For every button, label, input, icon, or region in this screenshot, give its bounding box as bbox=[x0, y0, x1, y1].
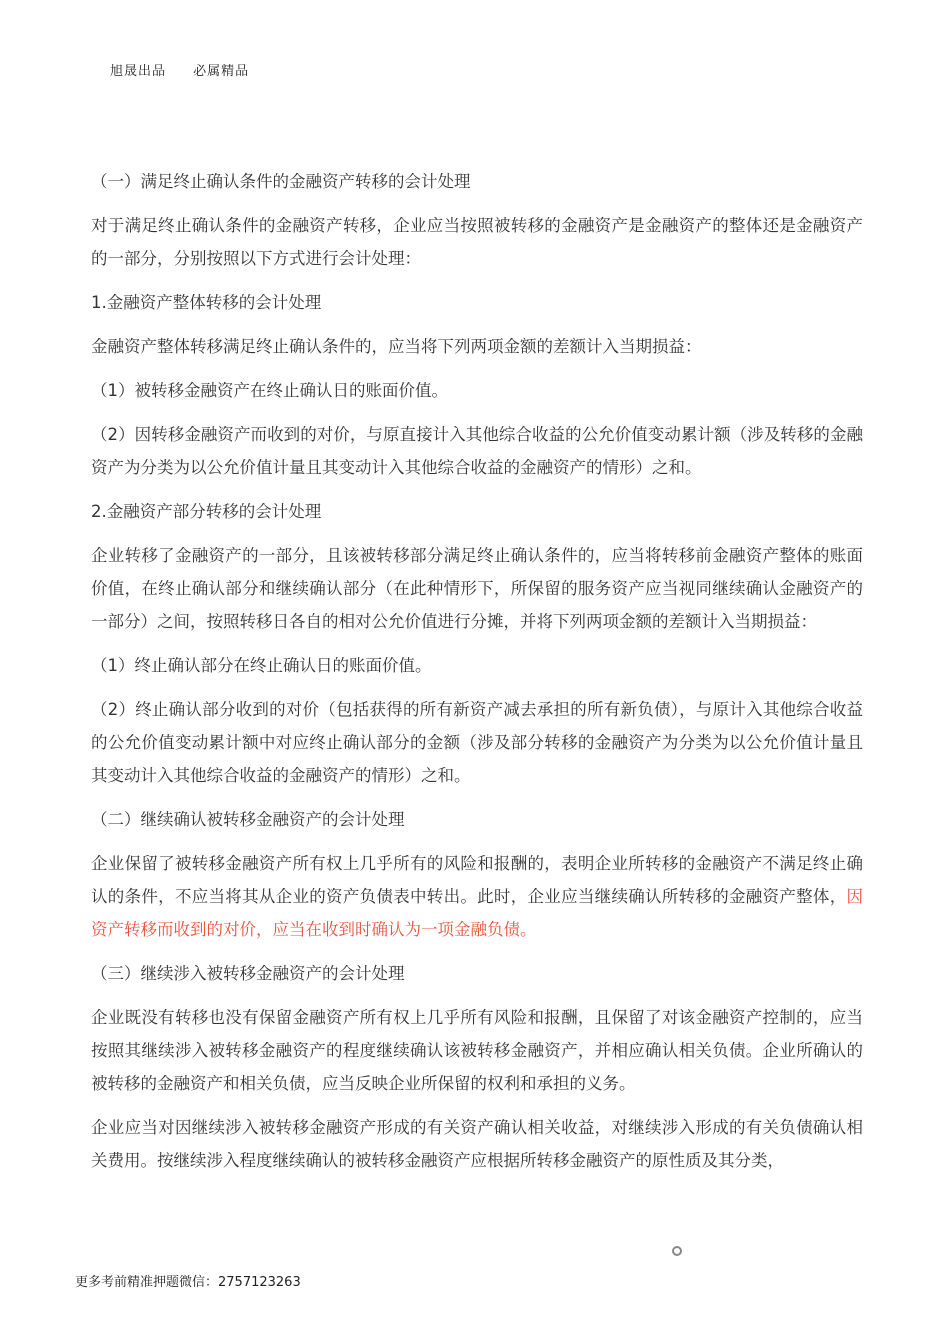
decorative-circle-mark bbox=[672, 1246, 682, 1256]
paragraph: 企业既没有转移也没有保留金融资产所有权上几乎所有风险和报酬，且保留了对该金融资产控制的，应当按照其继续涉入被转移金融资产的程度继续确认该被转移金融资产，并相应确认相关负债。企业所确认的被转移的金融资产和相关负债，应当反映企业所保留的权利和承担的义务。 bbox=[91, 1008, 863, 1093]
page-footer: 更多考前精准押题微信：2757123263 bbox=[75, 1275, 301, 1290]
header-right-text: 必属精品 bbox=[193, 64, 250, 79]
section-heading-2: （二）继续确认被转移金融资产的会计处理 bbox=[91, 810, 405, 829]
list-item: （1）终止确认部分在终止确认日的账面价值。 bbox=[91, 656, 432, 675]
list-item: （2）因转移金融资产而收到的对价，与原直接计入其他综合收益的公允价值变动累计额（涉及转移的金融资产为分类为以公允价值计量且其变动计入其他综合收益的金融资产的情形）之和。 bbox=[91, 425, 863, 477]
section-heading-1: （一）满足终止确认条件的金融资产转移的会计处理 bbox=[91, 172, 471, 191]
page-header bbox=[110, 60, 249, 79]
subsection-heading: 1.金融资产整体转移的会计处理 bbox=[91, 293, 322, 312]
document-body bbox=[91, 165, 863, 1188]
list-item: （1）被转移金融资产在终止确认日的账面价值。 bbox=[91, 381, 448, 400]
list-item: （2）终止确认部分收到的对价（包括获得的所有新资产减去承担的所有新负债），与原计入其他综合收益的公允价值变动累计额中对应终止确认部分的金额（涉及部分转移的金融资产为分类为以公允价值计量且其变动计入其他综合收益的金融资产的情形）之和。 bbox=[91, 700, 863, 785]
subsection-heading: 2.金融资产部分转移的会计处理 bbox=[91, 502, 322, 521]
paragraph: 企业转移了金融资产的一部分，且该被转移部分满足终止确认条件的，应当将转移前金融资产整体的账面价值，在终止确认部分和继续确认部分（在此种情形下，所保留的服务资产应当视同继续确认金融资产的一部分）之间，按照转移日各自的相对公允价值进行分摊，并将下列两项金额的差额计入当期损益： bbox=[91, 546, 863, 631]
paragraph: 对于满足终止确认条件的金融资产转移，企业应当按照被转移的金融资产是金融资产的整体还是金融资产的一部分，分别按照以下方式进行会计处理： bbox=[91, 216, 863, 268]
section-heading-3: （三）继续涉入被转移金融资产的会计处理 bbox=[91, 964, 405, 983]
paragraph: 金融资产整体转移满足终止确认条件的，应当将下列两项金额的差额计入当期损益： bbox=[91, 337, 702, 356]
paragraph-with-highlight bbox=[91, 847, 863, 946]
paragraph: 企业应当对因继续涉入被转移金融资产形成的有关资产确认相关收益，对继续涉入形成的有关负债确认相关费用。按继续涉入程度继续确认的被转移金融资产应根据所转移金融资产的原性质及其分类， bbox=[91, 1118, 863, 1170]
header-left-text: 旭晟出品 bbox=[110, 64, 167, 79]
highlighted-text: 因资产转移而收到的对价，应当在收到时确认为一项金融负债。 bbox=[91, 887, 863, 939]
paragraph-text: 企业保留了被转移金融资产所有权上几乎所有的风险和报酬的，表明企业所转移的金融资产不满足终止确认的条件，不应当将其从企业的资产负债表中转出。此时，企业应当继续确认所转移的金融资产整体， bbox=[91, 854, 863, 906]
